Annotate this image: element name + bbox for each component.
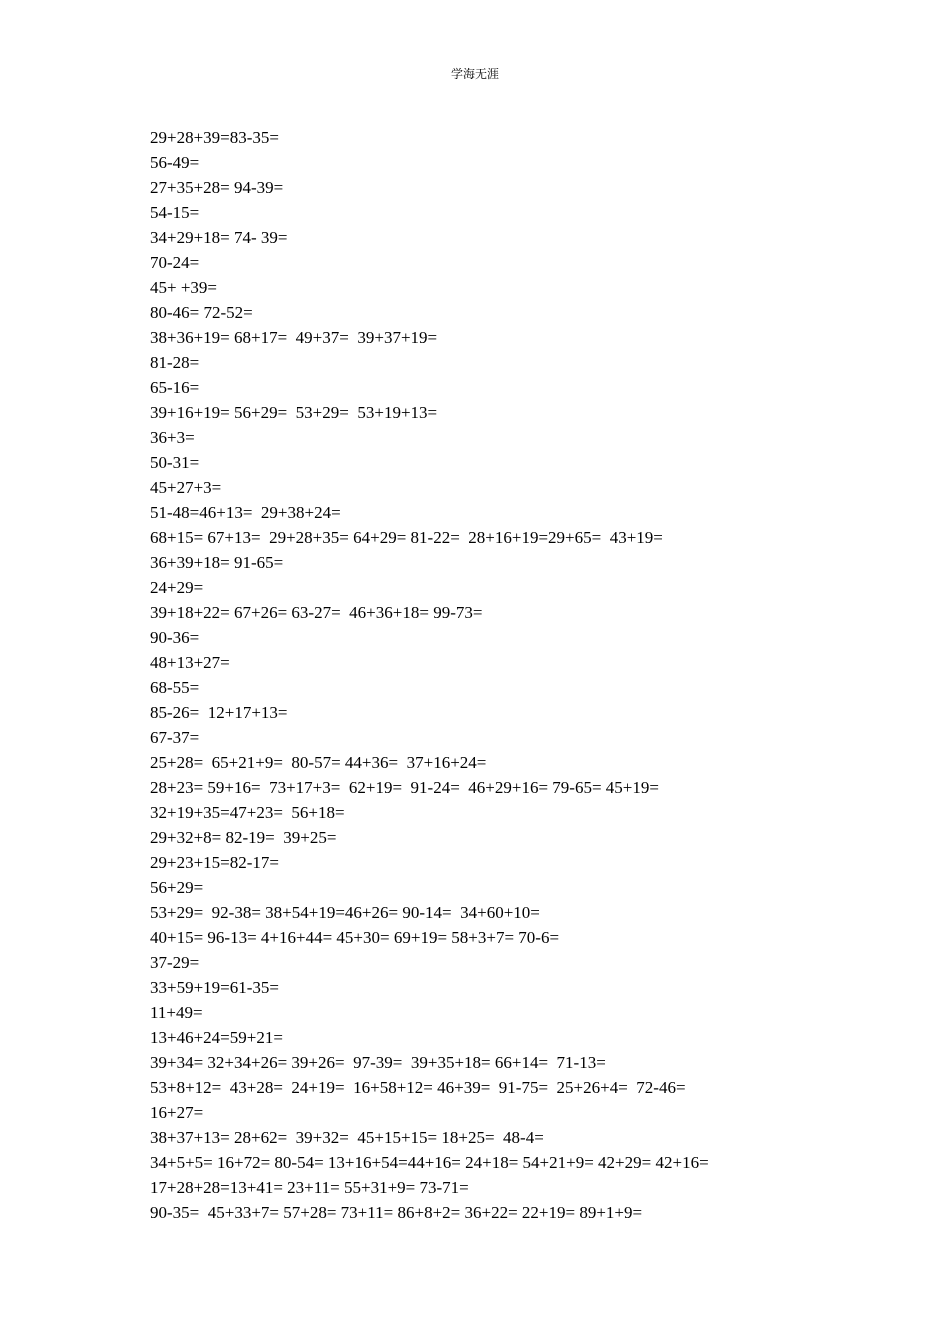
problem-line: 70-24=	[150, 253, 200, 272]
problem-line: 53+8+12= 43+28= 24+19= 16+58+12= 46+39= 91-75= 25+26+4= 72-46=	[150, 1078, 686, 1097]
problem-line: 90-36=	[150, 628, 200, 647]
problem-line: 54-15=	[150, 203, 200, 222]
problem-line: 39+16+19= 56+29= 53+29= 53+19+13=	[150, 403, 438, 422]
problem-line: 67-37=	[150, 728, 200, 747]
problem-line: 37-29=	[150, 953, 200, 972]
problem-line: 40+15= 96-13= 4+16+44= 45+30= 69+19= 58+3+7= 70-6=	[150, 928, 560, 947]
problem-line: 45+ +39=	[150, 278, 218, 297]
problem-line: 29+23+15=82-17=	[150, 853, 280, 872]
problem-line: 39+34= 32+34+26= 39+26= 97-39= 39+35+18= 66+14= 71-13=	[150, 1053, 606, 1072]
problem-line: 50-31=	[150, 453, 200, 472]
problem-line: 32+19+35=47+23= 56+18=	[150, 803, 345, 822]
problem-line: 53+29= 92-38= 38+54+19=46+26= 90-14= 34+60+10=	[150, 903, 540, 922]
problem-line: 51-48=46+13= 29+38+24=	[150, 503, 341, 522]
problem-line: 17+28+28=13+41= 23+11= 55+31+9= 73-71=	[150, 1178, 469, 1197]
problem-line: 90-35= 45+33+7= 57+28= 73+11= 86+8+2= 36+22= 22+19= 89+1+9=	[150, 1203, 643, 1222]
problem-line: 25+28= 65+21+9= 80-57= 44+36= 37+16+24=	[150, 753, 487, 772]
problem-line: 27+35+28= 94-39=	[150, 178, 284, 197]
problem-line: 39+18+22= 67+26= 63-27= 46+36+18= 99-73=	[150, 603, 483, 622]
problem-line: 85-26= 12+17+13=	[150, 703, 288, 722]
problem-line: 36+3=	[150, 428, 195, 447]
problem-line: 65-16=	[150, 378, 200, 397]
problem-line: 29+28+39=83-35=	[150, 128, 280, 147]
problem-line: 36+39+18= 91-65=	[150, 553, 284, 572]
problem-line: 34+29+18= 74- 39=	[150, 228, 288, 247]
problem-line: 13+46+24=59+21=	[150, 1028, 283, 1047]
problem-line: 38+37+13= 28+62= 39+32= 45+15+15= 18+25= 48-4=	[150, 1128, 544, 1147]
problem-line: 11+49=	[150, 1003, 203, 1022]
problem-line: 80-46= 72-52=	[150, 303, 253, 322]
math-problem-list	[150, 125, 870, 1225]
problem-line: 34+5+5= 16+72= 80-54= 13+16+54=44+16= 24+18= 54+21+9= 42+29= 42+16=	[150, 1153, 709, 1172]
problem-line: 68+15= 67+13= 29+28+35= 64+29= 81-22= 28+16+19=29+65= 43+19=	[150, 528, 663, 547]
problem-line: 38+36+19= 68+17= 49+37= 39+37+19=	[150, 328, 438, 347]
problem-line: 81-28=	[150, 353, 200, 372]
problem-line: 56-49=	[150, 153, 200, 172]
problem-line: 28+23= 59+16= 73+17+3= 62+19= 91-24= 46+29+16= 79-65= 45+19=	[150, 778, 659, 797]
page-header: 学海无涯	[450, 67, 499, 81]
problem-line: 33+59+19=61-35=	[150, 978, 280, 997]
problem-line: 68-55=	[150, 678, 200, 697]
problem-line: 29+32+8= 82-19= 39+25=	[150, 828, 337, 847]
problem-line: 45+27+3=	[150, 478, 222, 497]
problem-line: 24+29=	[150, 578, 204, 597]
problem-line: 56+29=	[150, 878, 204, 897]
problem-line: 48+13+27=	[150, 653, 230, 672]
problem-line: 16+27=	[150, 1103, 204, 1122]
